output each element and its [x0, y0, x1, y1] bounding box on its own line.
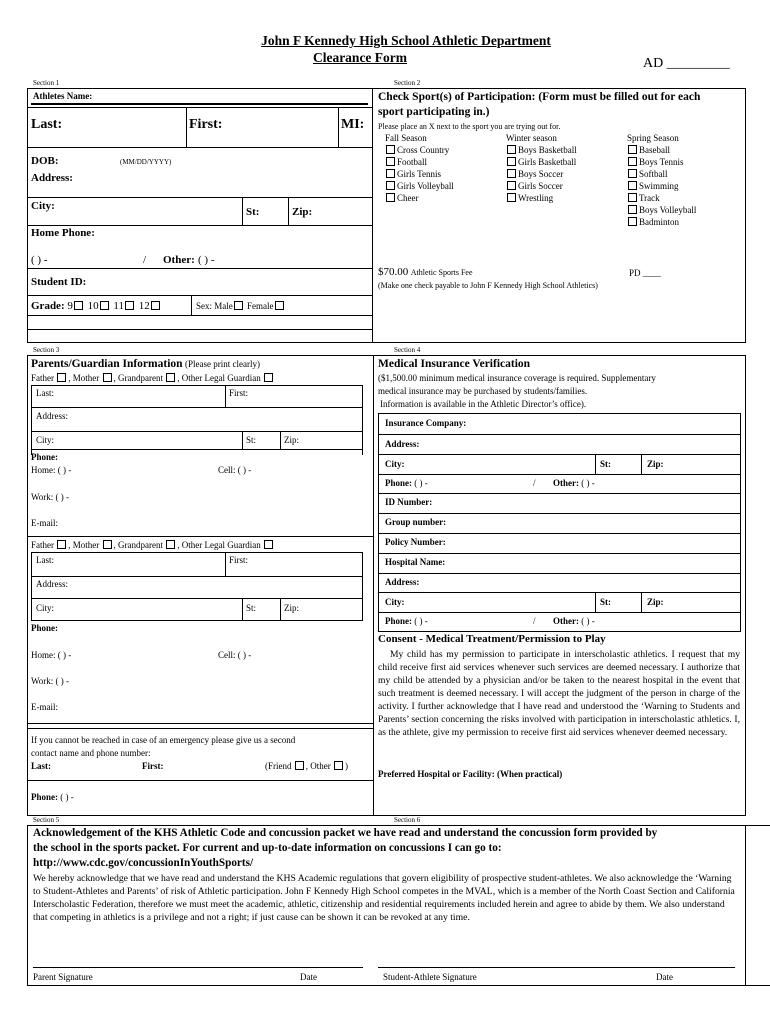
winter-season-list — [506, 132, 577, 204]
state-label: St: — [246, 206, 260, 218]
divider — [242, 431, 243, 449]
divider — [378, 533, 741, 534]
hospital-phone-label: Phone: — [385, 616, 412, 626]
divider — [378, 454, 741, 455]
emergency-instruction-cont: contact name and phone number: — [31, 748, 151, 758]
divider — [372, 88, 373, 342]
divider — [191, 295, 192, 315]
guardian2-home-phone[interactable]: Home: ( ) - — [31, 650, 72, 660]
guardian-type-row-2: Father , Mother , Grandparent , Other Legal Guardian — [31, 540, 275, 550]
divider — [378, 474, 741, 475]
section-5-label: Section 5 — [33, 816, 60, 824]
divider — [31, 620, 363, 621]
hospital-phone-row — [385, 616, 428, 626]
divider — [27, 225, 372, 226]
divider — [27, 107, 372, 108]
insurance-intro-cont2: Information is available in the Athletic Director’s office). — [380, 399, 587, 409]
divider — [31, 407, 363, 408]
father-checkbox[interactable] — [57, 373, 66, 382]
guardian2-state-label: St: — [246, 603, 257, 613]
hospital-zip-label: Zip: — [647, 597, 664, 607]
parent-date-label: Date — [300, 972, 317, 982]
spring-season-list — [627, 132, 696, 228]
female-label: Female — [247, 301, 274, 311]
badminton-label: Badminton — [639, 217, 679, 227]
home-phone-field[interactable]: ( ) - — [31, 254, 48, 266]
divider — [362, 552, 363, 620]
guardian-type-row-1: Father , Mother , Grandparent , Other Legal Guardian — [31, 373, 275, 383]
insurance-company-label: Insurance Company: — [385, 418, 467, 428]
form-title: John F Kennedy High School Athletic Department — [261, 33, 551, 48]
girls-volleyball-checkbox[interactable] — [386, 181, 395, 190]
divider — [745, 355, 746, 815]
emergency-relation-row: (Friend , Other ) — [265, 761, 348, 771]
insurance-other-label: Other: — [553, 478, 579, 488]
baseball-label: Baseball — [639, 145, 670, 155]
divider — [595, 592, 596, 612]
policy-number-label: Policy Number: — [385, 537, 446, 547]
boys-volleyball-label: Boys Volleyball — [639, 205, 697, 215]
girls-volleyball-label: Girls Volleyball — [397, 181, 454, 191]
boys-basketball-label: Boys Basketball — [518, 145, 577, 155]
guardian-heading: Parents/Guardian Information — [31, 358, 183, 370]
girls-tennis-checkbox[interactable] — [386, 169, 395, 178]
grade-row — [31, 300, 162, 312]
hospital-other-label: Other: — [553, 616, 579, 626]
swimming-label: Swimming — [639, 181, 679, 191]
grandparent-checkbox[interactable] — [166, 373, 175, 382]
address-label: Address: — [31, 172, 73, 184]
divider — [31, 103, 368, 105]
grandparent-checkbox[interactable] — [166, 540, 175, 549]
section-3-label: Section 3 — [33, 346, 60, 354]
phone-slash: / — [143, 254, 147, 266]
student-signature-label[interactable]: Student-Athlete Signature — [383, 972, 477, 982]
divider — [378, 434, 741, 435]
student-date-label: Date — [656, 972, 673, 982]
father-label: Father — [31, 540, 54, 550]
emergency-phone-row — [31, 792, 74, 802]
boys-tennis-checkbox[interactable] — [628, 157, 637, 166]
guardian1-state-label: St: — [246, 435, 257, 445]
divider — [27, 780, 373, 781]
guardian2-last-label: Last: — [36, 555, 54, 565]
guardian1-address-label: Address: — [36, 411, 68, 421]
divider — [27, 825, 770, 826]
first-name-label: First: — [189, 117, 223, 132]
middle-initial-label: MI: — [341, 117, 365, 132]
hospital-state-label: St: — [600, 597, 611, 607]
student-id-input[interactable] — [100, 276, 360, 290]
guardian2-zip-label: Zip: — [284, 603, 299, 613]
girls-basketball-label: Girls Basketball — [518, 157, 577, 167]
boys-volleyball-checkbox[interactable] — [628, 205, 637, 214]
other-guardian-label: Other Legal Guardian — [181, 540, 261, 550]
female-checkbox[interactable] — [275, 301, 284, 310]
friend-checkbox[interactable] — [295, 761, 304, 770]
athletes-name-label: Athletes Name: — [33, 91, 93, 101]
insurance-zip-label: Zip: — [647, 459, 664, 469]
winter-season-title: Winter season — [506, 133, 557, 143]
divider — [740, 413, 741, 631]
emergency-first-label: First: — [142, 761, 164, 771]
sex-row — [196, 301, 286, 311]
divider — [378, 513, 741, 514]
divider — [27, 88, 28, 342]
cheer-label: Cheer — [397, 193, 419, 203]
boys-soccer-checkbox[interactable] — [507, 169, 516, 178]
divider — [225, 552, 226, 576]
guardian1-zip-label: Zip: — [284, 435, 299, 445]
guardian1-email-label: E-mail: — [31, 518, 58, 528]
grandparent-label: Grandparent — [118, 373, 163, 383]
section-4-label: Section 4 — [394, 346, 421, 354]
girls-tennis-label: Girls Tennis — [397, 169, 441, 179]
divider — [31, 385, 32, 455]
divider — [27, 815, 746, 816]
divider — [280, 598, 281, 620]
student-id-label: Student ID: — [31, 276, 87, 288]
parent-signature-line — [33, 967, 363, 968]
other-guardian-checkbox[interactable] — [264, 373, 273, 382]
mother-label: Mother — [72, 540, 100, 550]
acknowledgement-heading: Acknowledgement of the KHS Athletic Code and concussion packet we have read and understand the concussion form provided by — [33, 827, 658, 839]
divider — [378, 612, 741, 613]
section-1-label: Section 1 — [33, 79, 60, 87]
emergency-phone-label: Phone: — [31, 792, 58, 802]
section-6-label: Section 6 — [394, 816, 421, 824]
insurance-other-row — [553, 478, 595, 488]
girls-soccer-checkbox[interactable] — [507, 181, 516, 190]
emergency-phone-field[interactable]: ( ) - — [60, 792, 74, 802]
divider — [27, 315, 372, 316]
divider — [27, 355, 28, 815]
consent-heading: Consent - Medical Treatment/Permission to Play — [378, 633, 606, 645]
football-checkbox[interactable] — [386, 157, 395, 166]
dob-format-hint: (MM/DD/YYYY) — [120, 158, 172, 166]
parent-signature-label[interactable]: Parent Signature — [33, 972, 93, 982]
mother-checkbox[interactable] — [103, 373, 112, 382]
divider — [372, 88, 746, 89]
student-signature-line — [378, 967, 735, 968]
grandparent-label: Grandparent — [118, 540, 163, 550]
guardian2-city-label: City: — [36, 603, 55, 613]
guardian-heading-note: (Please print clearly) — [185, 359, 261, 369]
hospital-phone-field[interactable]: ( ) - — [414, 616, 428, 626]
girls-soccer-label: Girls Soccer — [518, 181, 563, 191]
guardian1-first-label: First: — [229, 388, 249, 398]
insurance-other-field[interactable]: ( ) - — [581, 478, 595, 488]
divider — [27, 197, 372, 198]
insurance-intro: ($1,500.00 minimum medical insurance coverage is required. Supplementary — [378, 373, 656, 383]
divider — [27, 728, 373, 729]
wrestling-checkbox[interactable] — [507, 193, 516, 202]
divider — [378, 413, 741, 414]
insurance-phone-row — [385, 478, 428, 488]
spring-season-title: Spring Season — [627, 133, 679, 143]
divider — [378, 592, 741, 593]
divider — [745, 825, 746, 985]
guardian2-phone-label: Phone: — [31, 623, 58, 633]
guardian2-work-phone[interactable]: Work: ( ) - — [31, 676, 70, 686]
insurance-phone-label: Phone: — [385, 478, 412, 488]
divider — [745, 88, 746, 342]
divider — [280, 431, 281, 449]
last-name-label: Last: — [31, 117, 63, 132]
divider — [27, 295, 372, 296]
guardian1-phone-label: Phone: — [31, 452, 58, 462]
fee-amount: $70.00 — [378, 266, 409, 278]
divider — [31, 385, 363, 386]
last-name-input[interactable] — [72, 119, 182, 133]
address-input[interactable] — [80, 172, 365, 186]
guardian2-address-label: Address: — [36, 579, 68, 589]
insurance-intro-cont: medical insurance may be purchased by students/families. — [378, 386, 588, 396]
form-subtitle: Clearance Form — [312, 50, 408, 65]
guardian1-home-phone[interactable]: Home: ( ) - — [31, 465, 72, 475]
boys-tennis-label: Boys Tennis — [639, 157, 684, 167]
grade-12-checkbox[interactable] — [151, 301, 160, 310]
grade-11-checkbox[interactable] — [125, 301, 134, 310]
mother-label: Mother — [72, 373, 100, 383]
divider — [27, 825, 28, 985]
wrestling-label: Wrestling — [518, 193, 554, 203]
check-payable-note: (Make one check payable to John F Kennedy High School Athletics) — [378, 281, 598, 290]
guardian2-first-label: First: — [229, 555, 249, 565]
fall-season-list — [385, 132, 454, 204]
concussion-link[interactable]: http://www.cdc.gov/concussionInYouthSports/ — [33, 857, 254, 869]
divider — [378, 493, 741, 494]
divider — [242, 197, 243, 225]
father-checkbox[interactable] — [57, 540, 66, 549]
divider — [378, 573, 741, 574]
city-label: City: — [31, 200, 55, 212]
divider — [27, 88, 372, 89]
other-guardian-label: Other Legal Guardian — [181, 373, 261, 383]
insurance-state-label: St: — [600, 459, 611, 469]
divider — [595, 454, 596, 474]
grade-label: Grade: — [31, 300, 65, 312]
divider — [225, 385, 226, 407]
guardian1-city-label: City: — [36, 435, 55, 445]
sports-instruction: Please place an X next to the sport you are trying out for. — [378, 122, 561, 131]
divider — [31, 552, 32, 620]
divider — [362, 385, 363, 455]
insurance-city-label: City: — [385, 459, 405, 469]
divider — [27, 723, 373, 724]
divider — [378, 413, 379, 631]
divider — [242, 598, 243, 620]
acknowledgement-text: We hereby acknowledge that we have read and understand the KHS Academic regulations that govern eligibility of prospective student-athletes. We also acknowledge the ‘Warning to Student-Athletes and Parents’ of risk of Athletic participation. John F Kennedy High School competes in the MVAL, which is a member of the North Coast Section and California Interscholastic Federation, therefore we must meet the academic, athletic, citizenship and residential requirements included herein and agree to abide by them. We also understand that competing in athletics is a privilege and not a right; if just cause can be shown it can be revoked at any time. — [33, 873, 735, 923]
boys-soccer-label: Boys Soccer — [518, 169, 564, 179]
home-phone-label: Home Phone: — [31, 227, 95, 239]
cross-country-label: Cross Country — [397, 145, 450, 155]
preferred-hospital-label: Preferred Hospital or Facility: (When practical) — [378, 769, 563, 779]
grade-10: 10 — [87, 300, 99, 312]
other-phone-field[interactable]: ( ) - — [198, 254, 215, 266]
acknowledgement-heading-cont: the school in the sports packet. For current and up-to-date information on concussions I can go to: — [33, 842, 502, 854]
divider — [27, 147, 372, 148]
paid-field[interactable]: PD ____ — [629, 268, 661, 278]
guardian1-work-phone[interactable]: Work: ( ) - — [31, 492, 70, 502]
mother-checkbox[interactable] — [103, 540, 112, 549]
divider — [27, 342, 746, 343]
phone-slash: / — [533, 478, 536, 488]
id-number-label: ID Number: — [385, 497, 433, 507]
guardian2-email-label: E-mail: — [31, 702, 58, 712]
ad-field[interactable]: AD _________ — [643, 56, 730, 71]
other-phone-label: Other: — [163, 254, 195, 266]
softball-label: Softball — [639, 169, 668, 179]
divider — [31, 431, 363, 432]
divider — [27, 268, 372, 269]
phone-slash: / — [533, 616, 536, 626]
divider — [31, 598, 363, 599]
insurance-phone-field[interactable]: ( ) - — [414, 478, 428, 488]
other-guardian-checkbox[interactable] — [264, 540, 273, 549]
cheer-checkbox[interactable] — [386, 193, 395, 202]
divider — [641, 592, 642, 612]
father-label: Father — [31, 373, 54, 383]
fall-season-title: Fall Season — [385, 133, 427, 143]
hospital-city-label: City: — [385, 597, 405, 607]
divider — [288, 197, 289, 225]
other-relation-checkbox[interactable] — [334, 761, 343, 770]
section-2-label: Section 2 — [394, 79, 421, 87]
badminton-checkbox[interactable] — [628, 217, 637, 226]
divider — [31, 552, 363, 553]
football-label: Football — [397, 157, 428, 167]
divider — [338, 107, 339, 147]
insurance-address-label: Address: — [385, 439, 420, 449]
fee-row — [378, 266, 473, 278]
sports-heading: Check Sport(s) of Participation: (Form must be filled out for each — [378, 91, 701, 103]
consent-text: My child has my permission to participate in interscholastic athletics. I request that my child receive first aid services whenever such services are deemed necessary. I authorize that my child be attended by a physician and/or be taken to the nearest hospital in the event that such treatment is deemed necessary. I will accept the judgment of the person in charge of the activity. I further acknowledge that I have read and understood the ‘Warning to Students and Parents’ section concerning the risks involved with participation in interscholastic athletics. I, as the athlete, give my permission to receive first aid services whenever deemed necessary. — [378, 649, 740, 738]
emergency-instruction: If you cannot be reached in case of an emergency please give us a second — [31, 735, 296, 745]
friend-label: (Friend — [265, 761, 292, 771]
grade-11: 11 — [113, 300, 124, 312]
divider — [31, 576, 363, 577]
divider — [27, 985, 770, 986]
cross-country-checkbox[interactable] — [386, 145, 395, 154]
guardian1-last-label: Last: — [36, 388, 54, 398]
divider — [378, 631, 741, 632]
guardian2-cell-phone[interactable]: Cell: ( ) - — [218, 650, 252, 660]
emergency-last-label: Last: — [31, 761, 51, 771]
sports-heading-cont: sport participating in.) — [378, 106, 490, 118]
softball-checkbox[interactable] — [628, 169, 637, 178]
grade-9: 9 — [67, 300, 73, 312]
other-relation-label: Other — [310, 761, 331, 771]
divider — [641, 454, 642, 474]
grade-12: 12 — [138, 300, 150, 312]
grade-10-checkbox[interactable] — [100, 301, 109, 310]
hospital-name-label: Hospital Name: — [385, 557, 446, 567]
group-number-label: Group number: — [385, 517, 447, 527]
hospital-other-row — [553, 616, 595, 626]
track-checkbox[interactable] — [628, 193, 637, 202]
girls-basketball-checkbox[interactable] — [507, 157, 516, 166]
divider — [27, 355, 746, 356]
insurance-heading: Medical Insurance Verification — [378, 358, 531, 370]
dob-label: DOB: — [31, 155, 59, 167]
boys-basketball-checkbox[interactable] — [507, 145, 516, 154]
track-label: Track — [639, 193, 660, 203]
sex-label: Sex: — [196, 301, 213, 311]
hospital-address-label: Address: — [385, 577, 420, 587]
divider — [31, 449, 363, 450]
baseball-checkbox[interactable] — [628, 145, 637, 154]
male-checkbox[interactable] — [234, 301, 243, 310]
divider — [373, 355, 374, 815]
first-name-input[interactable] — [228, 119, 334, 133]
zip-label: Zip: — [292, 206, 313, 218]
hospital-other-field[interactable]: ( ) - — [581, 616, 595, 626]
divider — [378, 553, 741, 554]
guardian1-cell-phone[interactable]: Cell: ( ) - — [218, 465, 252, 475]
divider — [27, 536, 373, 537]
fee-label: Athletic Sports Fee — [410, 268, 473, 277]
swimming-checkbox[interactable] — [628, 181, 637, 190]
divider — [27, 329, 372, 330]
divider — [186, 107, 187, 147]
grade-9-checkbox[interactable] — [74, 301, 83, 310]
male-label: Male — [214, 301, 233, 311]
guardian-heading-row — [31, 358, 260, 370]
